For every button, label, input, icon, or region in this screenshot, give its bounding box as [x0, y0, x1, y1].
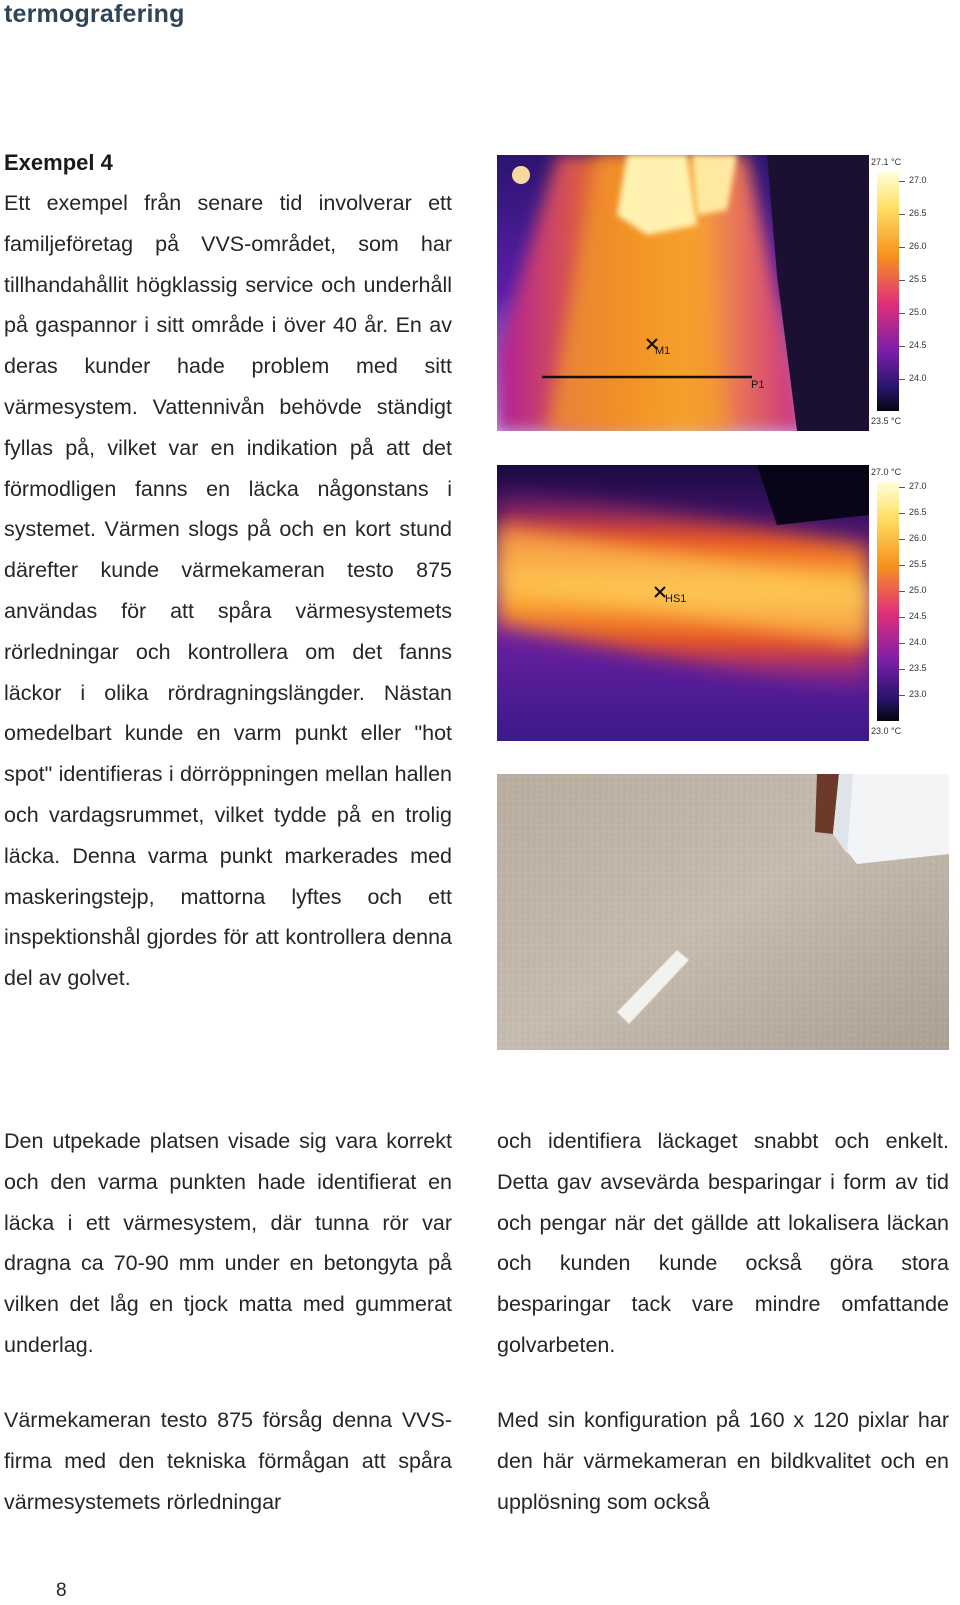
scale-tick-label: 25.0	[909, 585, 927, 595]
body-paragraph-2: Den utpekade platsen visade sig vara korrekt och den varma punkten hade identifierat en läcka i ett värmesystem, där tunna rör var dragna ca 70-90 mm under en betongyta på vilken det låg en tjock matta med gummerat underlag.	[4, 1129, 452, 1357]
marker-label-hs1: HS1	[665, 593, 687, 605]
line-label-p1: P1	[751, 379, 765, 391]
carpet-photo	[497, 774, 949, 1050]
body-paragraph-1: Ett exempel från senare tid involverar ett familjeföretag på VVS-området, som har tillhandahållit högklassig service och underhåll på gaspannor i sitt område i över 40 år. En av deras kunder hade problem med sitt värmesystem. Vattennivån behövde ständigt fyllas på, vilket var en indikation på att det förmodligen fanns en läcka någonstans i systemet. Värmen slogs på och en kort stund därefter kunde värmekameran testo 875 användas för att spåra värmesystemets rörledningar och kontrollera om det fanns läckor i olika rördragningslängder. Nästan omedelbart kunde en varm punkt eller "hot spot" identifieras i dörröppningen mellan hallen och vardagsrummet, vilket tydde på en trolig läcka. Denna varma punkt markerades med maskeringstejp, mattorna lyftes och ett inspektionshål gjordes för att kontrollera denna del av golvet.	[4, 191, 452, 991]
scale-max-label: 27.1 °C	[871, 157, 902, 167]
temperature-scale-2	[869, 465, 949, 741]
scale-min-label: 23.5 °C	[871, 416, 902, 426]
thermal-image-1	[497, 155, 949, 431]
temperature-scale-1	[869, 155, 949, 431]
scale-tick-label: 26.5	[909, 507, 927, 517]
color-scale-bar	[877, 171, 899, 411]
scale-max-label: 27.0 °C	[871, 467, 902, 477]
scale-tick-label: 24.5	[909, 611, 927, 621]
section-heading: Exempel 4	[4, 150, 113, 175]
scale-tick-label: 25.0	[909, 307, 927, 317]
scale-tick-label: 27.0	[909, 175, 927, 185]
marker-label-m1: M1	[655, 345, 671, 357]
scale-tick-label: 25.5	[909, 559, 927, 569]
scale-tick-label: 26.0	[909, 533, 927, 543]
document-header-title: termografering	[4, 0, 185, 28]
scale-tick-label: 24.0	[909, 373, 927, 383]
scale-tick-label: 24.0	[909, 637, 927, 647]
thermal-image-2	[497, 465, 949, 741]
scale-tick-label: 23.5	[909, 663, 927, 673]
scale-tick-label: 27.0	[909, 481, 927, 491]
scale-tick-label: 23.0	[909, 689, 927, 699]
scale-tick-label: 26.5	[909, 208, 927, 218]
scale-tick-label: 24.5	[909, 340, 927, 350]
color-scale-bar	[877, 481, 899, 721]
body-paragraph-4: och identifiera läckaget snabbt och enkelt. Detta gav avsevärda besparingar i form av tid och pengar när det gällde att lokalisera läckan och kunden kunde också göra stora besparingar tack vare mindre omfattande golvarbeten.	[497, 1129, 949, 1357]
scale-tick-label: 26.0	[909, 241, 927, 251]
body-paragraph-5: Med sin konfiguration på 160 x 120 pixlar har den här värmekameran en bildkvalitet och en upplösning som också	[497, 1408, 949, 1514]
carpet-photo-picture	[497, 774, 949, 1050]
scale-tick-label: 25.5	[909, 274, 927, 284]
body-paragraph-3: Värmekameran testo 875 försåg denna VVS-firma med den tekniska förmågan att spåra värmesystemets rörledningar	[4, 1408, 452, 1514]
thermal-image-1-picture	[497, 155, 869, 431]
page-number: 8	[56, 1580, 67, 1601]
scale-min-label: 23.0 °C	[871, 726, 902, 736]
